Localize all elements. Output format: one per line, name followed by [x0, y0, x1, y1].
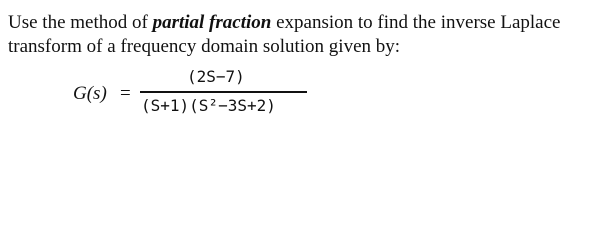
numerator: (2S−7) — [187, 67, 245, 86]
problem-line-1 — [8, 11, 598, 35]
denominator: (S+1)(S²−3S+2) — [141, 96, 276, 115]
problem-line-2: transform of a frequency domain solution given by: — [8, 36, 401, 57]
problem-statement — [8, 11, 598, 59]
emphasized-term: partial fraction — [152, 12, 272, 33]
equation-lhs: G(s) — [73, 83, 107, 104]
problem-line-1-intro: Use the method of — [8, 12, 153, 33]
problem-line-1-end: expansion to find the inverse Laplace — [271, 12, 561, 33]
transfer-function-equation — [73, 66, 333, 126]
fraction-bar — [140, 91, 307, 93]
fraction — [140, 66, 307, 126]
equals-sign: = — [120, 83, 131, 104]
